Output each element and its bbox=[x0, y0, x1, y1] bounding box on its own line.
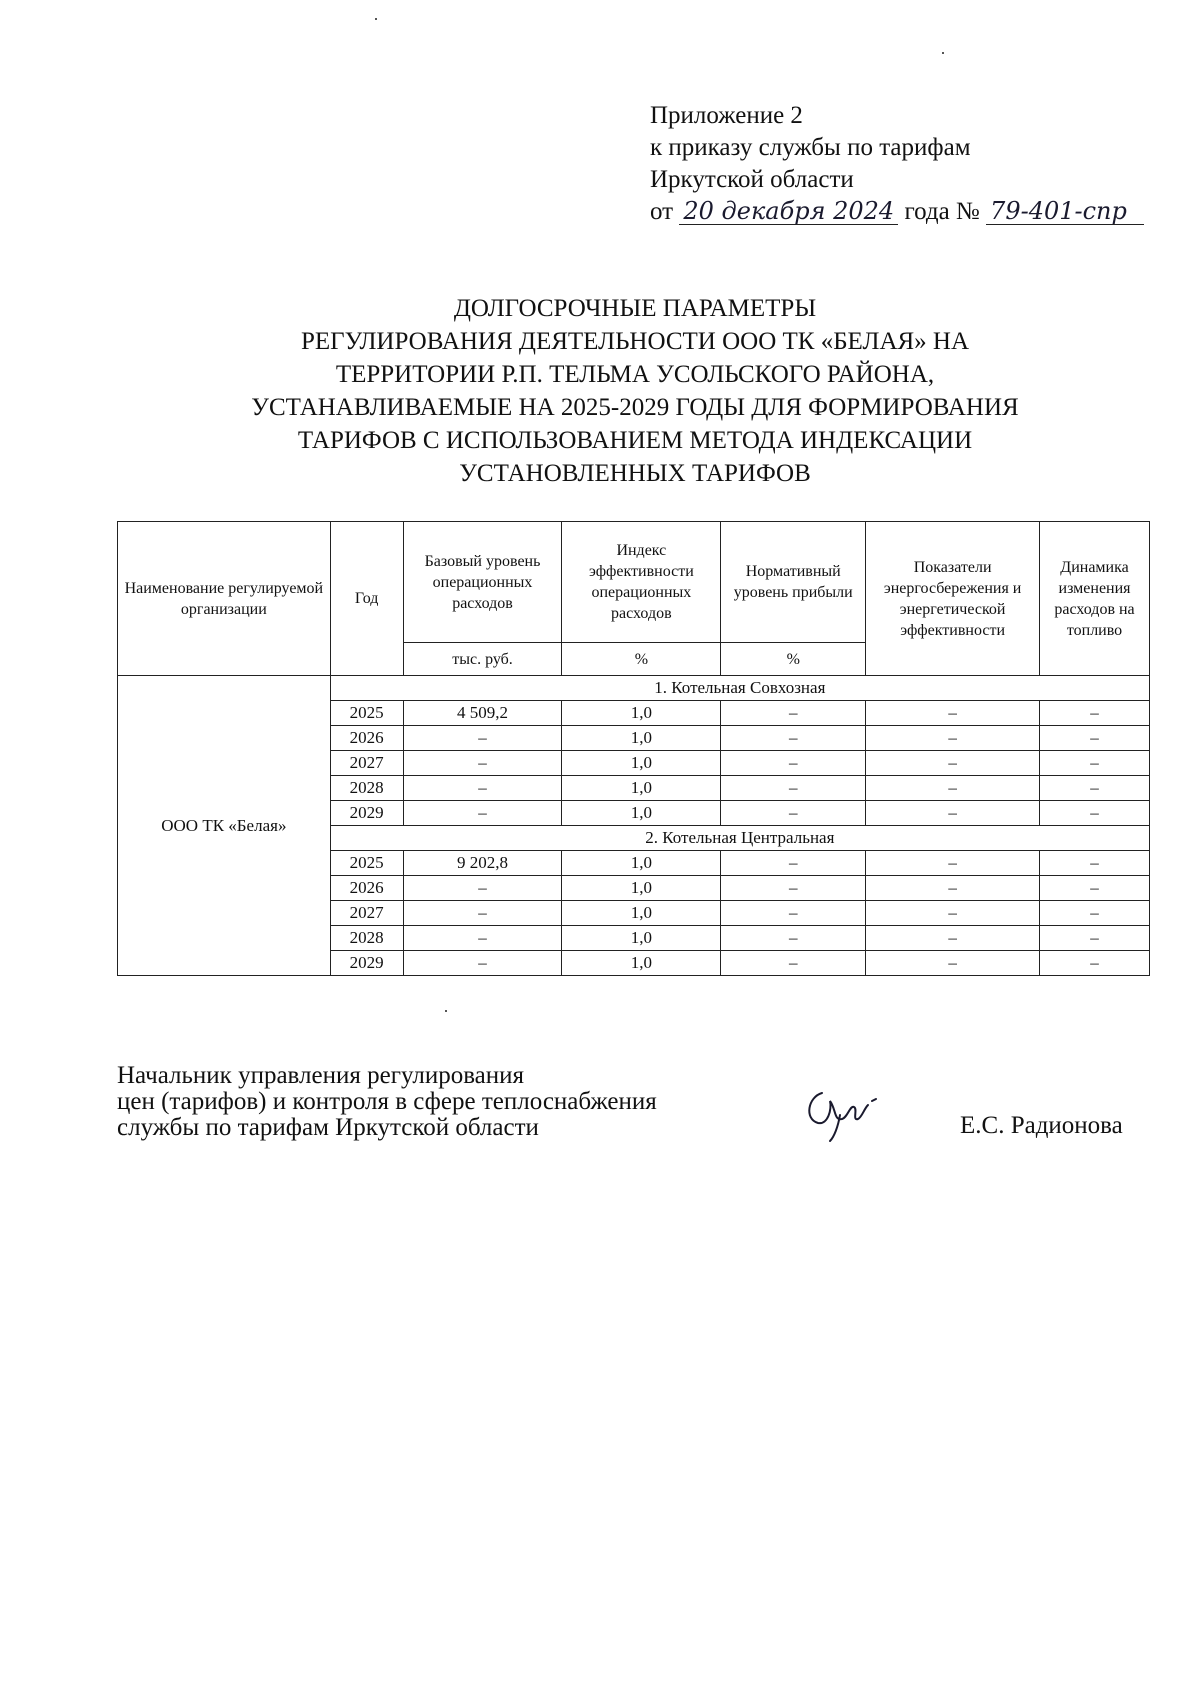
cell-energy: – bbox=[866, 801, 1040, 826]
cell-energy: – bbox=[866, 776, 1040, 801]
appendix-line3: Иркутской области bbox=[650, 166, 854, 193]
cell-index: 1,0 bbox=[562, 926, 721, 951]
cell-base: – bbox=[403, 901, 562, 926]
header-index: Индекс эффективности операционных расходов bbox=[562, 522, 721, 643]
cell-profit: – bbox=[721, 951, 866, 976]
cell-energy: – bbox=[866, 951, 1040, 976]
cell-year: 2027 bbox=[330, 751, 403, 776]
title-line: ТАРИФОВ С ИСПОЛЬЗОВАНИЕМ МЕТОДА ИНДЕКСАЦИИ bbox=[297, 427, 973, 454]
scan-speck bbox=[942, 52, 944, 54]
cell-index: 1,0 bbox=[562, 901, 721, 926]
cell-fuel: – bbox=[1040, 876, 1150, 901]
cell-energy: – bbox=[866, 901, 1040, 926]
scan-speck bbox=[445, 1010, 447, 1012]
footer-line: цен (тарифов) и контроля в сфере теплоснабжения bbox=[117, 1088, 657, 1115]
cell-index: 1,0 bbox=[562, 801, 721, 826]
cell-index: 1,0 bbox=[562, 751, 721, 776]
cell-base: – bbox=[403, 876, 562, 901]
header-org: Наименование регулируемой организации bbox=[118, 522, 331, 676]
cell-year: 2025 bbox=[330, 851, 403, 876]
cell-year: 2027 bbox=[330, 901, 403, 926]
cell-base: – bbox=[403, 926, 562, 951]
footer-line: Начальник управления регулирования bbox=[117, 1062, 525, 1089]
signatory-position bbox=[117, 1063, 657, 1141]
title-line: РЕГУЛИРОВАНИЯ ДЕЯТЕЛЬНОСТИ ООО ТК «БЕЛАЯ» НА bbox=[300, 328, 970, 355]
unit-index: % bbox=[562, 643, 721, 676]
cell-index: 1,0 bbox=[562, 726, 721, 751]
appendix-line2: к приказу службы по тарифам bbox=[650, 134, 971, 161]
cell-fuel: – bbox=[1040, 726, 1150, 751]
unit-profit: % bbox=[721, 643, 866, 676]
title-line: УСТАНАВЛИВАЕМЫЕ НА 2025-2029 ГОДЫ ДЛЯ ФОРМИРОВАНИЯ bbox=[251, 394, 1019, 421]
cell-energy: – bbox=[866, 701, 1040, 726]
cell-profit: – bbox=[721, 901, 866, 926]
appendix-line1: Приложение 2 bbox=[650, 102, 803, 129]
cell-fuel: – bbox=[1040, 701, 1150, 726]
cell-fuel: – bbox=[1040, 751, 1150, 776]
cell-year: 2029 bbox=[330, 951, 403, 976]
cell-fuel: – bbox=[1040, 801, 1150, 826]
cell-profit: – bbox=[721, 801, 866, 826]
cell-base: – bbox=[403, 726, 562, 751]
header-year: Год bbox=[330, 522, 403, 676]
unit-base: тыс. руб. bbox=[403, 643, 562, 676]
cell-index: 1,0 bbox=[562, 776, 721, 801]
section-title: 2. Котельная Центральная bbox=[330, 826, 1149, 851]
cell-year: 2026 bbox=[330, 876, 403, 901]
section-title: 1. Котельная Совхозная bbox=[330, 676, 1149, 701]
cell-energy: – bbox=[866, 726, 1040, 751]
cell-base: – bbox=[403, 751, 562, 776]
cell-index: 1,0 bbox=[562, 851, 721, 876]
header-base: Базовый уровень операционных расходов bbox=[403, 522, 562, 643]
from-label: от bbox=[650, 198, 674, 225]
header-fuel: Динамика изменения расходов на топливо bbox=[1040, 522, 1150, 676]
cell-profit: – bbox=[721, 851, 866, 876]
cell-fuel: – bbox=[1040, 951, 1150, 976]
document-title bbox=[120, 292, 1150, 490]
cell-base: – bbox=[403, 776, 562, 801]
cell-energy: – bbox=[866, 851, 1040, 876]
cell-profit: – bbox=[721, 776, 866, 801]
org-name-cell: ООО ТК «Белая» bbox=[118, 676, 331, 976]
title-line: ТЕРРИТОРИИ Р.П. ТЕЛЬМА УСОЛЬСКОГО РАЙОНА, bbox=[335, 361, 935, 388]
title-line: ДОЛГОСРОЧНЫЕ ПАРАМЕТРЫ bbox=[453, 295, 817, 322]
header-profit: Нормативный уровень прибыли bbox=[721, 522, 866, 643]
parameters-table bbox=[117, 521, 1150, 976]
cell-year: 2028 bbox=[330, 926, 403, 951]
cell-base: 9 202,8 bbox=[403, 851, 562, 876]
cell-energy: – bbox=[866, 751, 1040, 776]
signature-mark bbox=[800, 1075, 880, 1145]
cell-year: 2029 bbox=[330, 801, 403, 826]
cell-fuel: – bbox=[1040, 776, 1150, 801]
cell-base: – bbox=[403, 801, 562, 826]
year-label: года № bbox=[904, 198, 980, 225]
cell-year: 2025 bbox=[330, 701, 403, 726]
cell-energy: – bbox=[866, 876, 1040, 901]
cell-fuel: – bbox=[1040, 851, 1150, 876]
cell-index: 1,0 bbox=[562, 701, 721, 726]
handwritten-order-number: 79-401-спр bbox=[986, 198, 1144, 225]
signatory-name: Е.С. Радионова bbox=[960, 1112, 1123, 1139]
cell-index: 1,0 bbox=[562, 951, 721, 976]
cell-fuel: – bbox=[1040, 926, 1150, 951]
scan-speck bbox=[375, 18, 377, 20]
cell-profit: – bbox=[721, 751, 866, 776]
appendix-order-line bbox=[650, 196, 1144, 228]
handwritten-date: 20 декабря 2024 bbox=[679, 198, 898, 225]
footer-line: службы по тарифам Иркутской области bbox=[117, 1114, 539, 1141]
title-line: УСТАНОВЛЕННЫХ ТАРИФОВ bbox=[459, 460, 811, 487]
cell-profit: – bbox=[721, 726, 866, 751]
appendix-block bbox=[650, 100, 1144, 228]
cell-year: 2028 bbox=[330, 776, 403, 801]
cell-profit: – bbox=[721, 876, 866, 901]
cell-fuel: – bbox=[1040, 901, 1150, 926]
cell-base: 4 509,2 bbox=[403, 701, 562, 726]
header-energy: Показатели энергосбережения и энергетической эффективности bbox=[866, 522, 1040, 676]
cell-year: 2026 bbox=[330, 726, 403, 751]
cell-energy: – bbox=[866, 926, 1040, 951]
cell-profit: – bbox=[721, 926, 866, 951]
cell-base: – bbox=[403, 951, 562, 976]
cell-profit: – bbox=[721, 701, 866, 726]
cell-index: 1,0 bbox=[562, 876, 721, 901]
